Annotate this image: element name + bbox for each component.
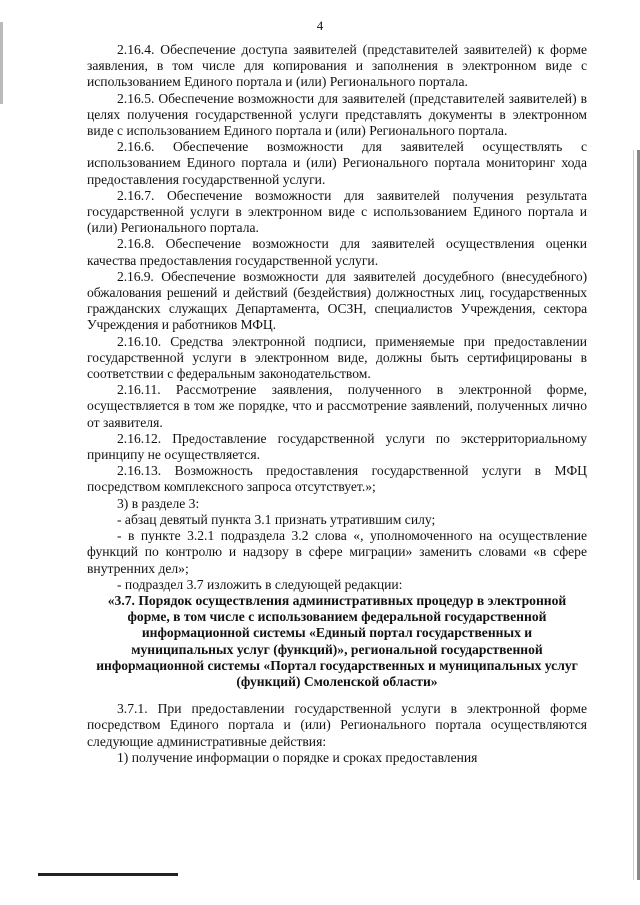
paragraph-2-16-5: 2.16.5. Обеспечение возможности для заявителей (представителей заявителей) в целях получения государственной услуги представлять документы в электронном виде с использованием Единого портала и (или) Регионального портала. bbox=[87, 90, 587, 139]
page-number: 4 bbox=[316, 18, 324, 33]
paragraph-3-7-1: 3.7.1. При предоставлении государственной услуги в электронной форме посредством Единого портала и (или) Регионального портала осуществляются следующие административные действия: bbox=[87, 701, 587, 749]
scan-artifact-bottom bbox=[38, 873, 178, 876]
scan-artifact-left bbox=[0, 22, 3, 104]
paragraph-section-3: 3) в разделе 3: bbox=[117, 495, 200, 511]
paragraph-2-16-8: 2.16.8. Обеспечение возможности для заявителей осуществления оценки качества предоставления государственной услуги. bbox=[87, 236, 587, 268]
paragraph-2-16-10: 2.16.10. Средства электронной подписи, применяемые при предоставлении государственной услуги в электронном виде, должны быть сертифицированы в соответствии с федеральным законодательством. bbox=[87, 333, 587, 382]
document-body bbox=[87, 42, 587, 766]
paragraph-3-7-1-item-1: 1) получение информации о порядке и сроках предоставления bbox=[117, 749, 478, 765]
paragraph-2-16-7: 2.16.7. Обеспечение возможности для заявителей получения результата государственной услуги в электронном виде с использованием Единого портала и (или) Регионального портала. bbox=[87, 187, 587, 236]
paragraph-2-16-13: 2.16.13. Возможность предоставления государственной услуги в МФЦ посредством комплексного запроса отсутствует.»; bbox=[87, 463, 587, 495]
paragraph-2-16-12: 2.16.12. Предоставление государственной услуги по экстерриториальному принципу не осуществляется. bbox=[87, 430, 587, 463]
paragraph-2-16-4: 2.16.4. Обеспечение доступа заявителей (представителей заявителей) к форме заявления, в том числе для копирования и заполнения в электронном виде с использованием Единого портала и (или) Регионального портала. bbox=[87, 42, 587, 90]
paragraph-clause-3-2-1: - в пункте 3.2.1 подраздела 3.2 слова «, уполномоченного на осуществление функций по контролю и надзору в сфере миграции» заменить словами «в сфере внутренних дел»; bbox=[87, 528, 587, 576]
paragraph-subsection-3-7: - подраздел 3.7 изложить в следующей редакции: bbox=[117, 576, 403, 592]
section-3-7-heading: «3.7. Порядок осуществления административных процедур в электронной форме, в том числе с использованием федеральной государственной информационной системы «Единый портал государственных и муниципальных услуг (функций)», региональной государственной информационной системы «Портал государственных и муниципальных услуг (функций) Смоленской области» bbox=[96, 592, 578, 689]
paragraph-clause-3-1: - абзац девятый пункта 3.1 признать утратившим силу; bbox=[117, 511, 436, 527]
paragraph-2-16-6: 2.16.6. Обеспечение возможности для заявителей осуществлять с использованием Единого портала и (или) Регионального портала мониторинг хода предоставления государственной услуги. bbox=[87, 139, 587, 187]
paragraph-2-16-9: 2.16.9. Обеспечение возможности для заявителей досудебного (внесудебного) обжалования решений и действий (бездействия) должностных лиц, государственных гражданских служащих Департамента, ОСЗН, специалистов Учреждения, сектора Учреждения и работников МФЦ. bbox=[87, 268, 587, 333]
paragraph-2-16-11: 2.16.11. Рассмотрение заявления, полученного в электронной форме, осуществляется в том же порядке, что и рассмотрение заявлений, полученных лично от заявителя. bbox=[87, 382, 587, 430]
scan-artifact-right-inner bbox=[633, 150, 634, 880]
